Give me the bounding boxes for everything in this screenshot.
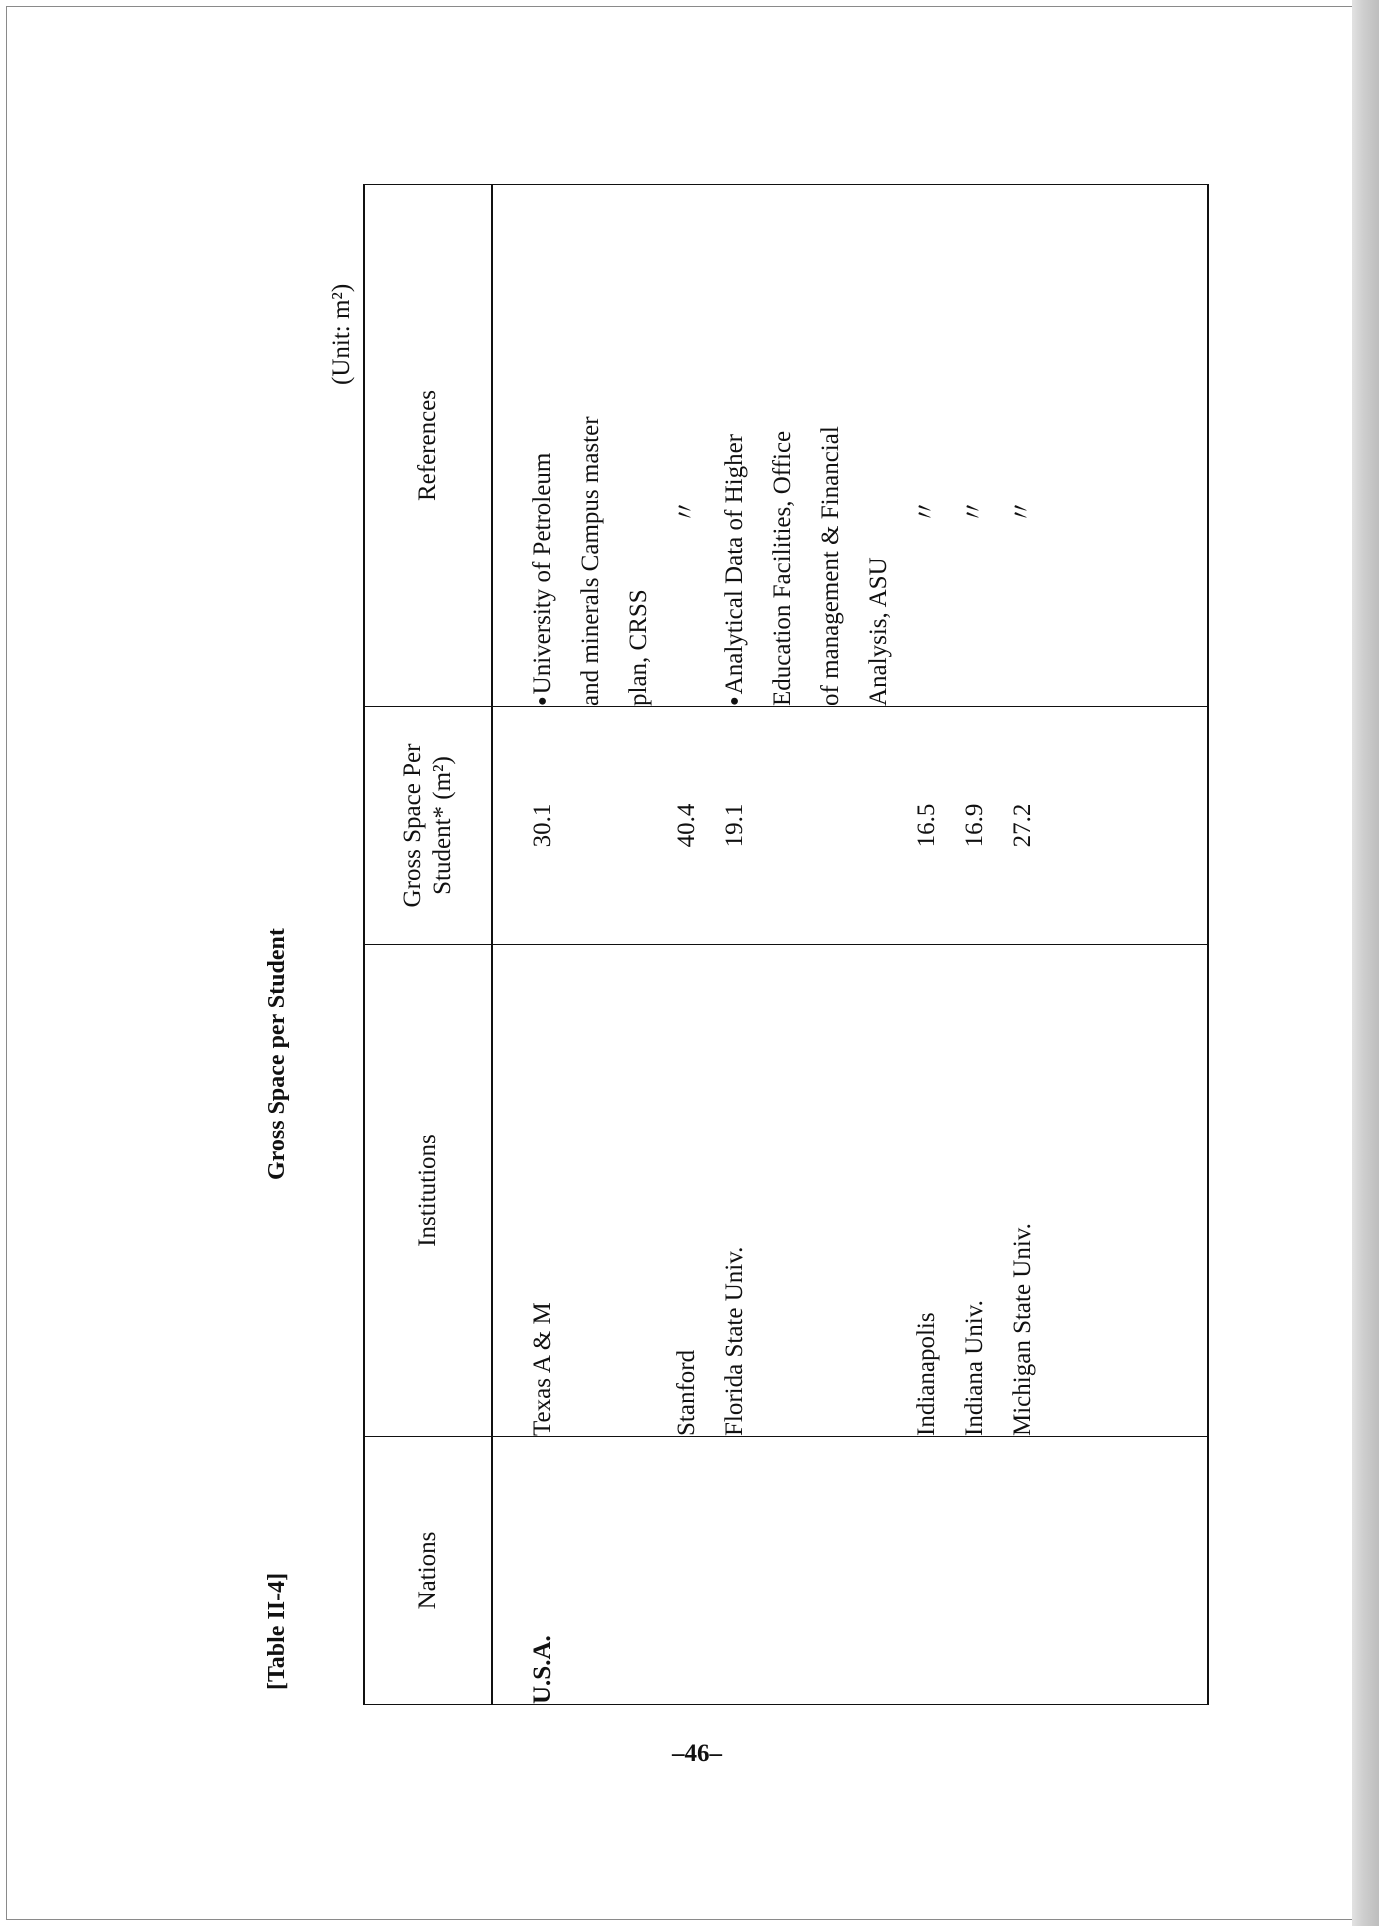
ditto-mark: 〃: [961, 498, 988, 524]
references-cell: [492, 185, 1208, 707]
header-references: References: [364, 185, 492, 707]
reference-line: Education Facilities, Office: [769, 430, 796, 706]
reference-line: plan, CRSS: [625, 589, 652, 706]
reference-line: and minerals Campus master: [577, 416, 604, 706]
bullet-icon: ●: [726, 696, 743, 706]
gross-space-table: [363, 184, 1209, 1705]
gross-space-cell: [492, 707, 1208, 945]
gross-value: 16.9: [961, 803, 988, 848]
reference-line: ●University of Petroleum: [529, 452, 556, 706]
table-title: Gross Space per Student: [264, 928, 290, 1180]
institution-name: Michigan State Univ.: [1009, 1223, 1036, 1436]
ditto-mark: 〃: [673, 498, 700, 524]
institution-name: Florida State Univ.: [721, 1246, 748, 1436]
institutions-cell: [492, 945, 1208, 1437]
institution-name: Indiana Univ.: [961, 1300, 988, 1436]
gross-value: 27.2: [1009, 803, 1036, 848]
ditto-mark: 〃: [1009, 498, 1036, 524]
header-institutions: Institutions: [364, 945, 492, 1437]
ditto-mark: 〃: [913, 498, 940, 524]
nation-name: U.S.A.: [529, 1635, 556, 1704]
nations-cell: [492, 1437, 1208, 1705]
reference-line: Analysis, ASU: [865, 557, 892, 706]
header-gross-space: [364, 707, 492, 945]
institution-name: Stanford: [673, 1349, 700, 1436]
gross-value: 19.1: [721, 803, 748, 848]
table-row: [492, 185, 1208, 1705]
reference-line: of management & Financial: [817, 426, 844, 706]
gross-value: 40.4: [673, 803, 700, 848]
unit-note: (Unit: m²): [328, 283, 355, 385]
page-number: –46–: [672, 1740, 722, 1767]
gross-value: 30.1: [529, 803, 556, 848]
institution-name: Indianapolis: [913, 1312, 940, 1436]
rotated-table-page: [248, 180, 1228, 1800]
header-row: [364, 185, 492, 1705]
page-edge-shadow: [1352, 0, 1379, 1926]
bullet-icon: ●: [534, 696, 551, 706]
reference-line: ●Analytical Data of Higher: [721, 434, 748, 706]
header-gross-line1: Gross Space Per: [399, 743, 426, 908]
gross-value: 16.5: [913, 803, 940, 848]
header-gross-line2: Student* (m²): [429, 756, 456, 895]
header-nations: Nations: [364, 1437, 492, 1705]
table-label: [Table II-4]: [264, 1572, 290, 1690]
institution-name: Texas A & M: [529, 1302, 556, 1436]
